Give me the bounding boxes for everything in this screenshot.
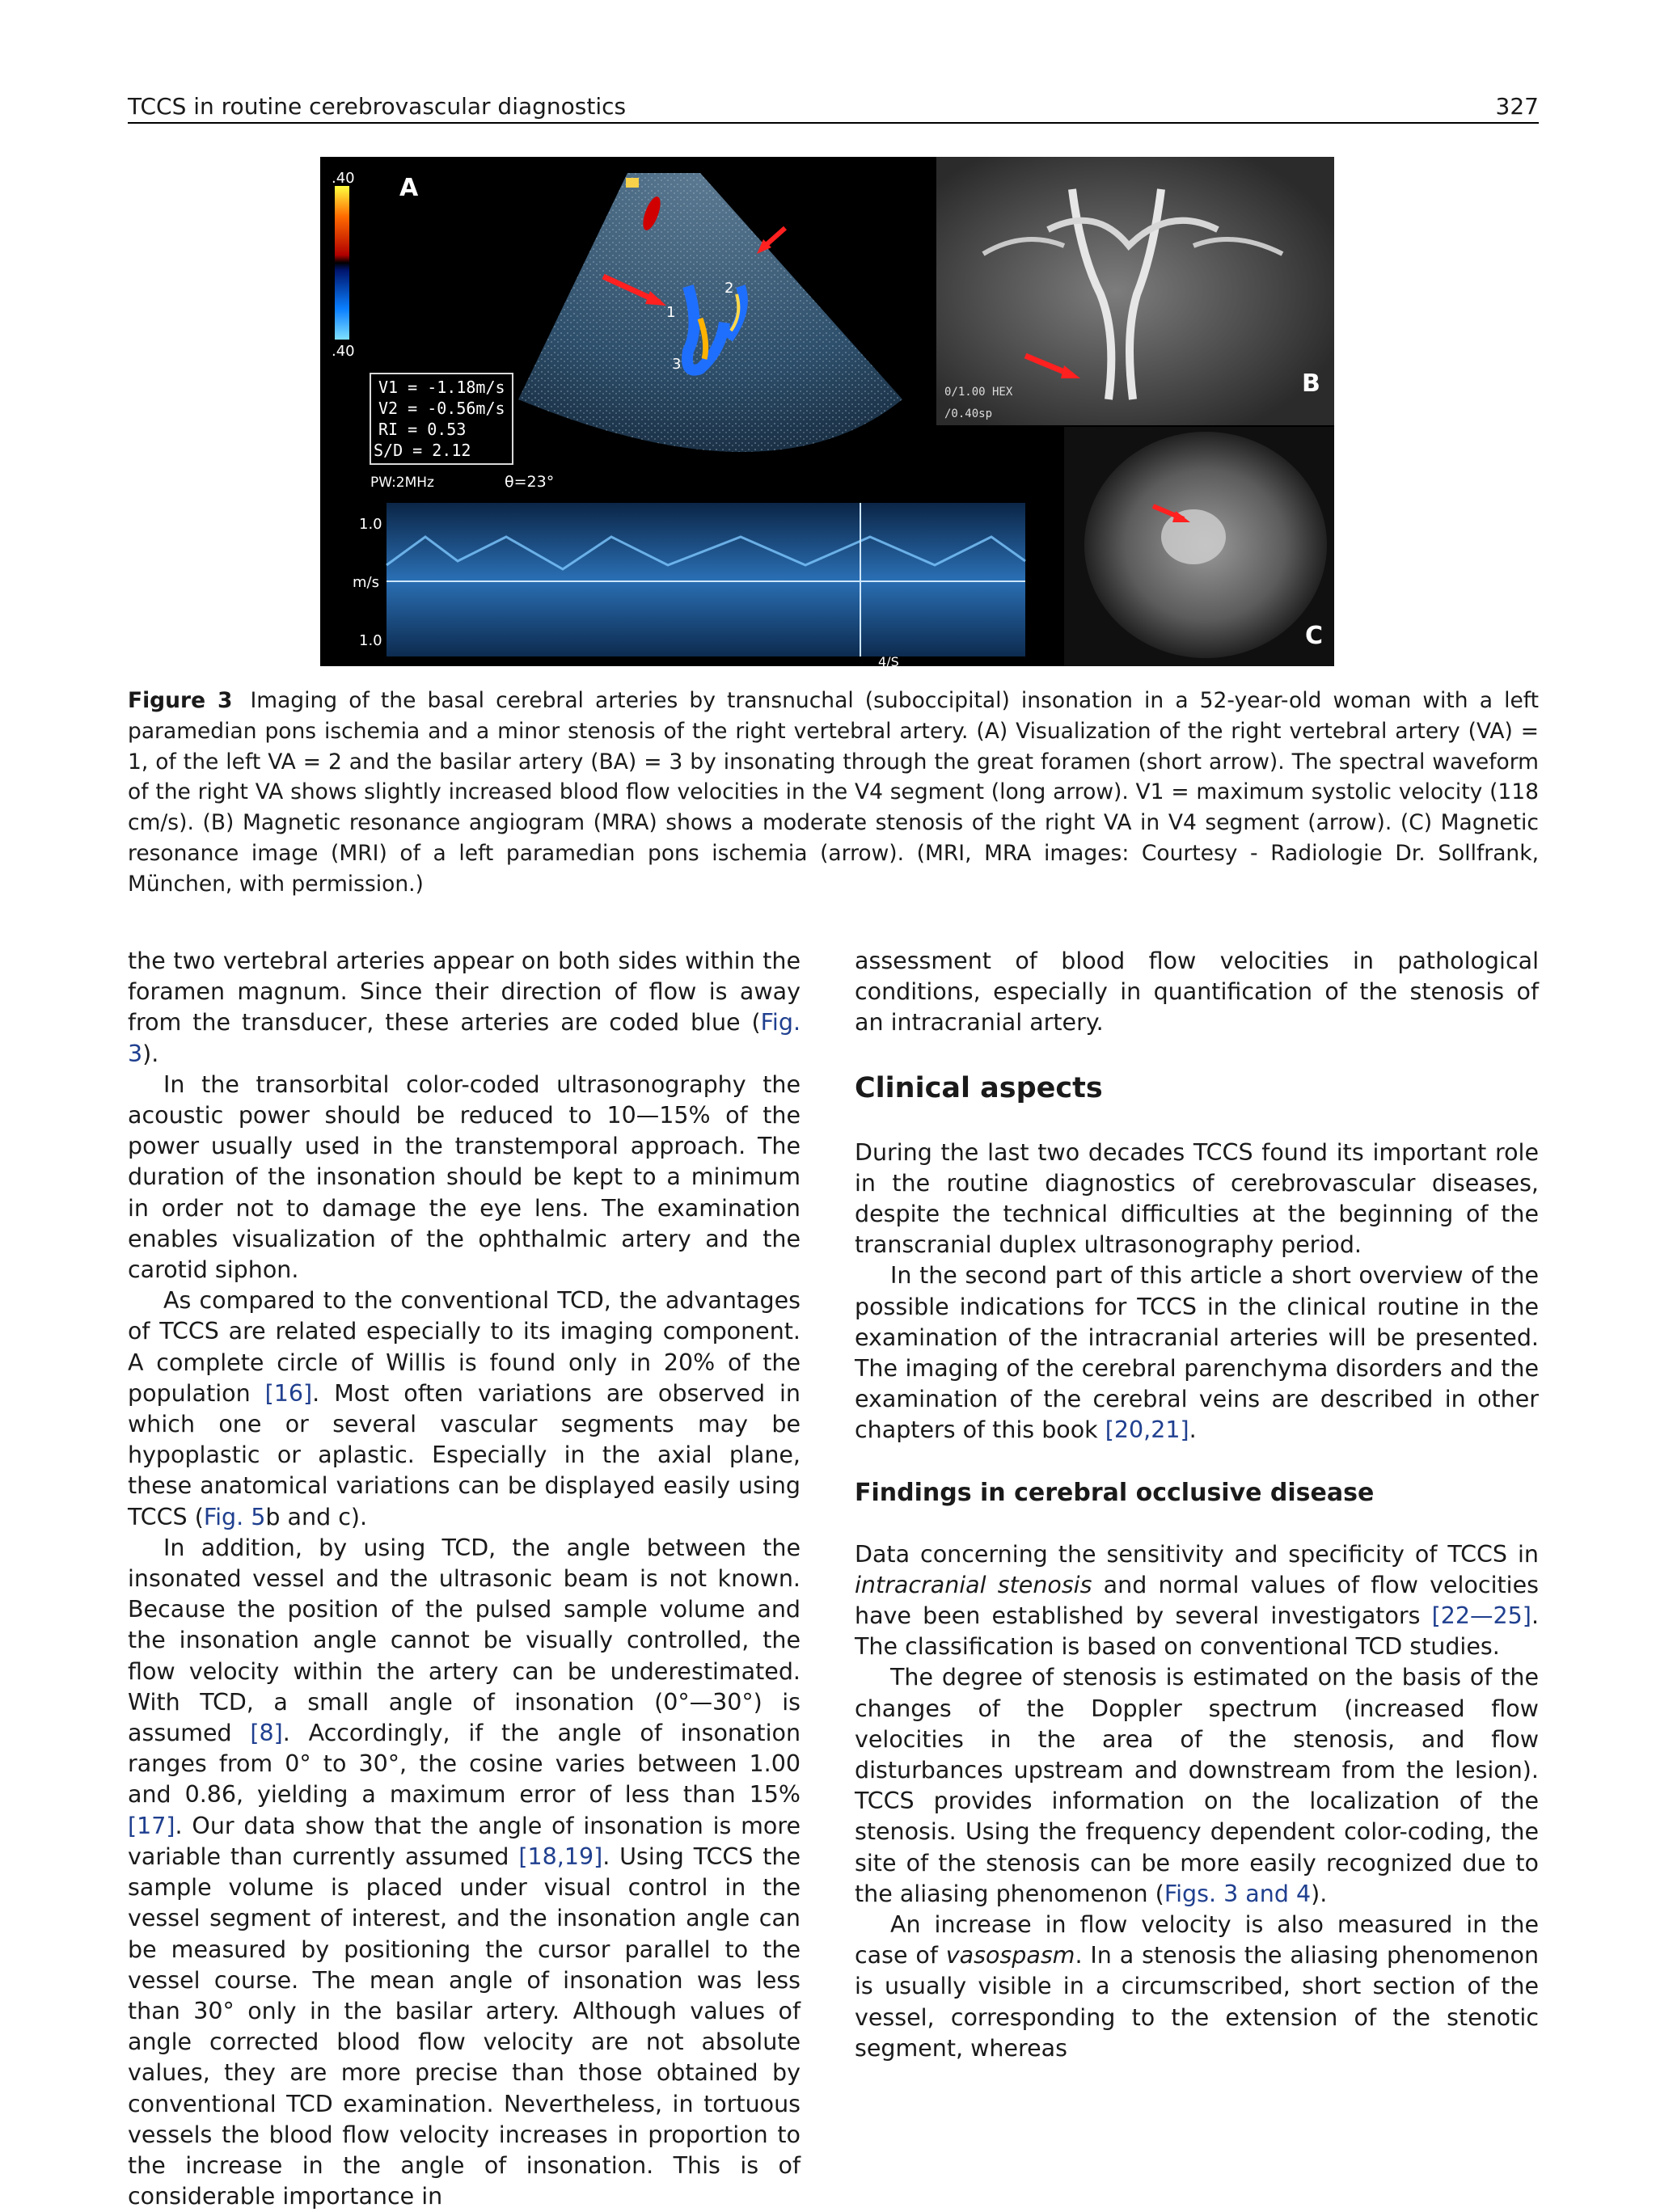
citation-link[interactable]: [20,21] (1105, 1416, 1189, 1444)
scale-bottom-label: .40 (332, 343, 355, 360)
axis-unit-label: m/s (353, 574, 379, 591)
figure-caption (128, 686, 1539, 900)
right-paragraph-4 (855, 1539, 1539, 1663)
text-run: Data concerning the sensitivity and specificity of TCCS in (855, 1540, 1539, 1568)
left-paragraph-4 (128, 1533, 801, 2212)
text-run: . The classification is based on conventional TCD studies. (855, 1602, 1539, 1661)
citation-link[interactable]: [16] (264, 1379, 313, 1407)
left-paragraph-2: In the transorbital color-coded ultrasonography the acoustic power should be reduced to 10—15% of the power usually used in the transtemporal approach. The duration of the insonation should be kept to a minimum in order not to damage the eye lens. The examination enables visualization of the ophthalmic artery and the carotid siphon. (128, 1070, 801, 1284)
mri-pons-lesion (1161, 509, 1226, 564)
left-column (128, 946, 801, 2212)
italic-term: intracranial stenosis (855, 1571, 1092, 1598)
text-run: . (1189, 1416, 1197, 1444)
header-rule (128, 122, 1539, 124)
right-paragraph-2: During the last two decades TCCS found its important role in the routine diagnostics of cerebrovascular diseases, despite the technical difficulties at the beginning of the transcranial duplex ultrasonography period. (855, 1138, 1539, 1259)
right-paragraph-3 (855, 1260, 1539, 1446)
figure-label: Figure 3 (128, 688, 233, 713)
probe-marker (626, 178, 639, 188)
panel-c-label: C (1305, 622, 1324, 650)
section-heading-clinical-aspects: Clinical aspects (855, 1071, 1103, 1104)
panel-b-label: B (1302, 369, 1320, 398)
measurement-v2: V2 = -0.56m/s (378, 399, 505, 418)
time-label: 4/S (878, 654, 899, 666)
text-run: . Our data show that the angle of insonation is more variable than currently assumed (128, 1812, 801, 1870)
right-paragraph-6 (855, 1910, 1539, 2064)
measurement-ri: RI = 0.53 (378, 420, 467, 439)
text-run: b and c). (265, 1503, 368, 1530)
right-paragraph-1: assessment of blood flow velocities in pathological conditions, especially in quantification of the stenosis of an intracranial artery. (855, 948, 1539, 1036)
right-paragraph-5 (855, 1662, 1539, 1910)
figure-reference-link[interactable]: Figs. 3 and 4 (1164, 1880, 1312, 1907)
axis-bottom-label: 1.0 (359, 632, 382, 649)
figure-reference-link[interactable]: Fig. 3 (128, 1009, 801, 1067)
spectral-waveform (387, 503, 1025, 656)
measurement-sd: S/D = 2.12 (374, 441, 471, 460)
text-run: An increase in flow velocity is also measured in the case of (855, 1911, 1539, 1969)
left-paragraph-1 (128, 946, 801, 1070)
text-run: In addition, by using TCD, the angle between the insonated vessel and the ultrasonic beam is not known. Because the position of the pulsed sample volume and the insonation angle cannot be visually controlled, the flow velocity within the artery can be underestimated. With TCD, a small angle of insonation (0°—30°) is assumed (128, 1534, 801, 1747)
text-run: In the second part of this article a short overview of the possible indications for TCCS in the clinical routine in the examination of the intracranial arteries will be presented. The imaging of the cerebral parenchyma disorders and the examination of the cerebral veins are described in other chapters of this book (855, 1262, 1539, 1444)
panel-a-label: A (399, 174, 419, 202)
subsection-heading-occlusive-disease: Findings in cerebral occlusive disease (855, 1478, 1375, 1507)
vessel-label-3: 3 (672, 356, 682, 373)
caption-text: Imaging of the basal cerebral arteries by transnuchal (suboccipital) insonation in a 52-year-old woman with a left paramedian pons ischemia and a minor stenosis of the right vertebral artery. (A) Visualization of the right vertebral artery (VA) = 1, of the left VA = 2 and the basilar artery (BA) = 3 by insonating through the great foramen (short arrow). The spectral waveform of the right VA shows slightly increased blood flow velocities in the V4 segment (long arrow). V1 = maximum systolic velocity (118 cm/s). (B) Magnetic resonance angiogram (MRA) shows a moderate stenosis of the right VA in V4 segment (arrow). (C) Magnetic resonance image (MRI) of a left paramedian pons ischemia (arrow). (MRI, MRA images: Courtesy - Radiologie Dr. Sollfrank, München, with permission.) (128, 688, 1539, 897)
text-run: ). (1311, 1880, 1328, 1907)
measurement-v1: V1 = -1.18m/s (378, 378, 505, 397)
axis-top-label: 1.0 (359, 516, 382, 533)
text-run: and normal values of flow velocities have been established by several investigators (855, 1571, 1539, 1630)
angle-label: θ=23° (505, 473, 555, 491)
text-run: ). (142, 1040, 159, 1067)
right-column (855, 946, 1539, 2064)
scale-top-label: .40 (332, 170, 355, 187)
text-run: . Using TCCS the sample volume is placed under visual control in the vessel segment of interest, and the insonation angle can be measured by positioning the cursor parallel to the vessel course. The mean angle of insonation was less than 30° only in the basilar artery. Although values of angle corrected blood flow velocity are not absolute values, they are more precise than those obtained by conventional TCD examination. Nevertheless, in tortuous vessels the blood flow velocity increases in proportion to the increase in the angle of insonation. This is of considerable importance in (128, 1843, 801, 2210)
figure-reference-link[interactable]: Fig. 5 (203, 1503, 266, 1530)
running-title: TCCS in routine cerebrovascular diagnostics (128, 93, 627, 120)
page-number: 327 (1495, 93, 1539, 120)
citation-link[interactable]: [8] (250, 1720, 283, 1747)
color-scale-bar (335, 186, 349, 340)
text-run: As compared to the conventional TCD, the advantages of TCCS are related especially to its imaging component. A complete circle of Willis is found only in 20% of the population (128, 1287, 801, 1407)
pw-label: PW:2MHz (370, 475, 434, 491)
text-run: the two vertebral arteries appear on both sides within the foramen magnum. Since their direction of flow is away from the transducer, these arteries are coded blue ( (128, 948, 801, 1036)
figure-3-image (320, 157, 1334, 666)
mra-text-2: /0.40sp (944, 407, 993, 420)
running-head (128, 91, 1539, 123)
figure-3 (320, 157, 1334, 666)
italic-term: vasospasm (945, 1942, 1075, 1969)
text-run: . In a stenosis the aliasing phenomenon is usually visible in a circumscribed, short section of the vessel, corresponding to the extension of the stenotic segment, whereas (855, 1942, 1540, 2062)
vessel-label-1: 1 (666, 304, 676, 321)
left-paragraph-3 (128, 1285, 801, 1533)
mra-text-1: 0/1.00 HEX (944, 386, 1013, 399)
vessel-label-2: 2 (724, 280, 734, 297)
text-run: . Accordingly, if the angle of insonation ranges from 0° to 30°, the cosine varies between 1.00 and 0.86, yielding a maximum error of less than 15% (128, 1720, 801, 1809)
citation-link[interactable]: [18,19] (518, 1843, 603, 1870)
text-run: The degree of stenosis is estimated on the basis of the changes of the Doppler spectrum (increased flow velocities in the area of the stenosis, and flow disturbances upstream and downstream from the lesion). TCCS provides information on the localization of the stenosis. Using the frequency dependent color-coding, the site of the stenosis can be more easily recognized due to the aliasing phenomenon ( (855, 1664, 1539, 1907)
citation-link[interactable]: [22—25] (1431, 1602, 1531, 1630)
text-run: . Most often variations are observed in which one or several vascular segments may be hypoplastic or aplastic. Especially in the axial plane, these anatomical variations can be displayed easily using TCCS ( (128, 1379, 801, 1530)
citation-link[interactable]: [17] (128, 1812, 175, 1839)
